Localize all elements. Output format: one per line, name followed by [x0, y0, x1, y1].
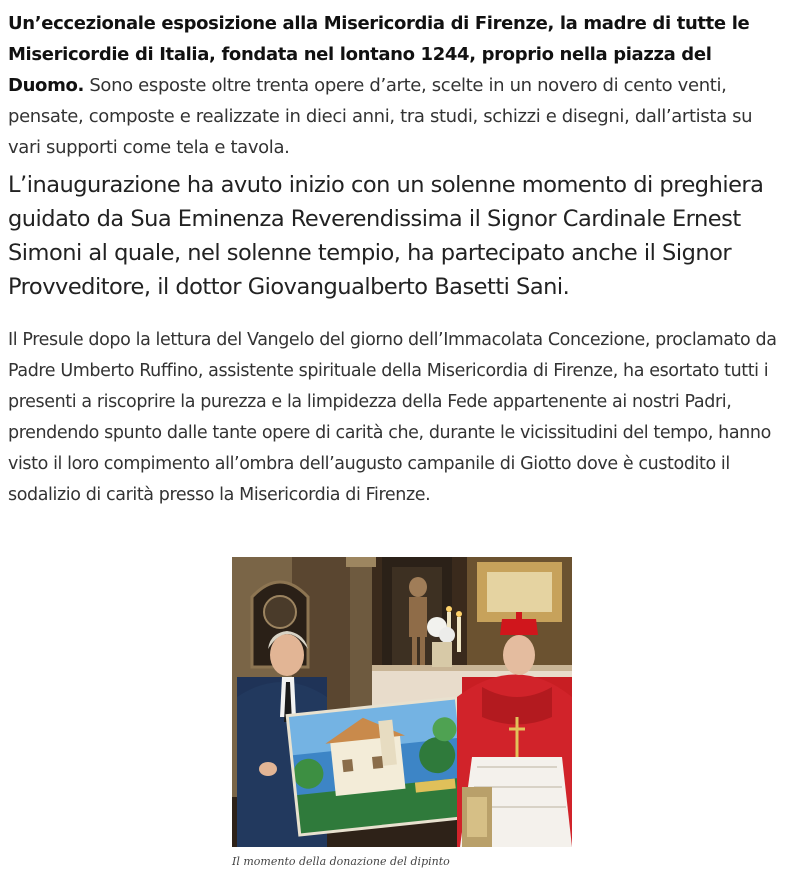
intro-bold-text: Un’eccezionale esposizione alla Misericordia di Firenze, la madre di tutte le Misericordie di Italia, fondata nel lontano 1244, proprio nella piazza del Duomo. — [8, 13, 750, 96]
photo-figure — [232, 557, 574, 868]
intro-paragraph — [8, 8, 778, 163]
lead-paragraph: L’inaugurazione ha avuto inizio con un solenne momento di preghiera guidato da Sua Eminenza Reverendissima il Signor Cardinale Ernest Simoni al quale, nel solenne tempio, ha partecipato anche il Signor Provveditore, il dottor Giovangualberto Basetti Sani. — [8, 172, 764, 300]
photo-caption: Il momento della donazione del dipinto — [232, 855, 450, 868]
donation-photo — [232, 557, 572, 847]
body-paragraph: Il Presule dopo la lettura del Vangelo del giorno dell’Immacolata Concezione, proclamato da Padre Umberto Ruffino, assistente spirituale della Misericordia di Firenze, ha esortato tutti i presenti a riscoprire la purezza e la limpidezza della Fede appartenente ai nostri Padri, prendendo spunto dalle tante opere di carità che, durante le vicissitudini del tempo, hanno visto il loro compimento all’ombra dell’augusto campanile di Giotto dove è custodito il sodalizio di carità presso la Misericordia di Firenze. — [8, 330, 777, 505]
intro-text: Sono esposte oltre trenta opere d’arte, scelte in un novero di cento venti, pensate, composte e realizzate in dieci anni, tra studi, schizzi e disegni, dall’artista su vari supporti come tela e tavola. — [8, 75, 753, 158]
